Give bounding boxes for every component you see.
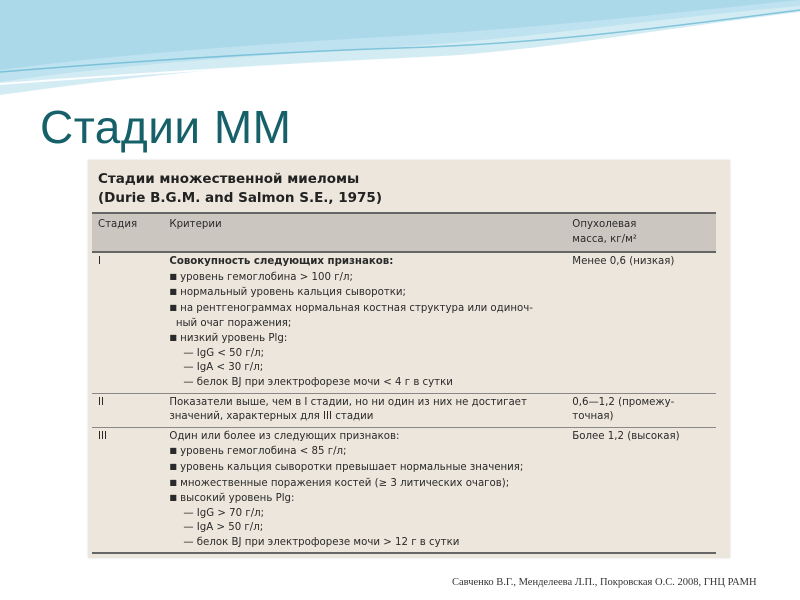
criteria-item: ■ уровень гемоглобина > 100 г/л; [169, 271, 353, 283]
scan-title-line1: Стадии множественной миеломы [98, 171, 360, 187]
mass-cell [566, 393, 716, 427]
stage-cell: I [98, 256, 102, 268]
mass-line2: точная) [572, 411, 614, 423]
stages-table [92, 212, 716, 554]
header-mass [566, 213, 716, 252]
table-row-stage-1 [92, 252, 716, 393]
criteria-lead: Совокупность следующих признаков: [169, 256, 394, 268]
criteria-item: ■ уровень кальция сыворотки превышает нормальные значения; [169, 461, 524, 473]
slide-title: Стадии ММ [40, 101, 292, 153]
criteria-item: ■ низкий уровень Plg: [169, 333, 288, 345]
criteria-cell [163, 252, 566, 393]
criteria-cell [163, 393, 566, 427]
criteria-subitem: — белок BJ при электрофорезе мочи > 12 г в сутки [183, 536, 460, 548]
scan-title [98, 170, 382, 208]
criteria-item: ■ множественные поражения костей (≥ 3 литических очагов); [169, 477, 510, 489]
table-row-stage-3 [92, 427, 716, 553]
decorative-waves [0, 0, 800, 95]
mass-line1: 0,6—1,2 (промежу- [572, 396, 675, 408]
stage-cell: III [92, 427, 163, 553]
criteria-line: значений, характерных для III стадии [169, 411, 374, 423]
criteria-subitem: — IgG > 70 г/л; [183, 507, 265, 519]
criteria-item: ■ высокий уровень Plg: [169, 493, 295, 505]
criteria-item: ■ уровень гемоглобина < 85 г/л; [169, 446, 347, 458]
mass-cell: Более 1,2 (высокая) [566, 427, 716, 553]
criteria-item-continued: ный очаг поражения; [175, 317, 292, 329]
criteria-subitem: — белок BJ при электрофорезе мочи < 4 г в сутки [183, 376, 453, 388]
criteria-line: Показатели выше, чем в I стадии, но ни один из них не достигает [169, 396, 527, 408]
scanned-table-image [88, 160, 730, 558]
stage-cell: II [92, 393, 163, 427]
criteria-subitem: — IgA > 50 г/л; [183, 522, 264, 534]
criteria-cell [163, 427, 566, 553]
criteria-subitem: — IgA < 30 г/л; [183, 362, 264, 374]
header-mass-line2: масса, кг/м² [572, 233, 637, 245]
table-header-row [92, 213, 716, 252]
criteria-item: ■ на рентгенограммах нормальная костная структура или одиноч- [169, 302, 533, 314]
criteria-item: ■ нормальный уровень кальция сыворотки; [169, 287, 406, 299]
criteria-lead: Один или более из следующих признаков: [169, 430, 400, 442]
footer-citation: Савченко В.Г., Менделеева Л.П., Покровская О.С. 2008, ГНЦ РАМН [452, 577, 757, 588]
criteria-subitem: — IgG < 50 г/л; [183, 347, 265, 359]
mass-cell: Менее 0,6 (низкая) [572, 256, 675, 268]
header-mass-line1: Опухолевая [572, 219, 637, 230]
header-stage: Стадия [92, 213, 163, 252]
scan-title-line2: (Durie B.G.M. and Salmon S.E., 1975) [98, 190, 382, 206]
table-row-stage-2 [92, 393, 716, 427]
header-criteria: Критерии [163, 213, 566, 252]
